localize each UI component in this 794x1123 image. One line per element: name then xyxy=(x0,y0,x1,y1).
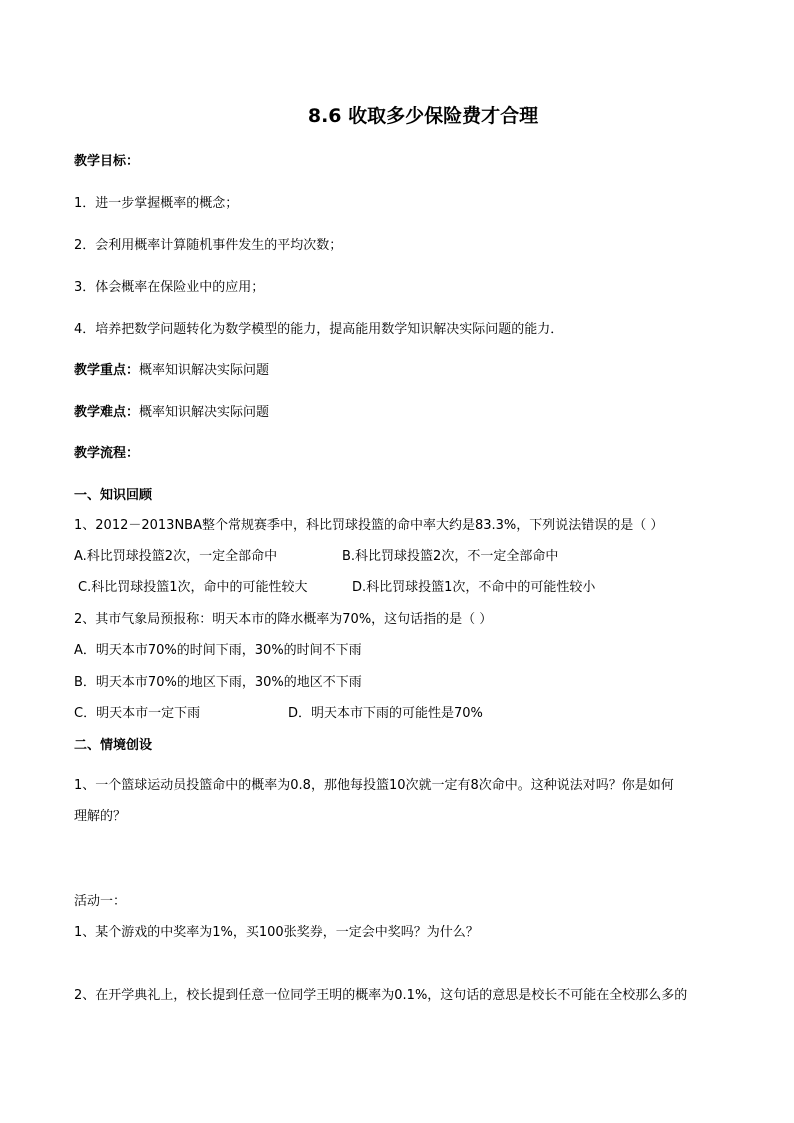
key-point xyxy=(74,363,269,379)
objectives-heading: 教学目标： xyxy=(74,154,140,169)
section2-q1-line1: 1、一个篮球运动员投篮命中的概率为0.8，那他每投篮10次就一定有8次命中。这种说法对吗？你是如何 xyxy=(74,778,674,793)
page-title: 8.6 收取多少保险费才合理 xyxy=(307,105,539,127)
flow-heading: 教学流程： xyxy=(74,446,140,461)
section1-q2-stem: 2、其市气象局预报称：明天本市的降水概率为70%，这句话指的是（ ） xyxy=(74,612,493,627)
objective-item-2: 2．会利用概率计算随机事件发生的平均次数； xyxy=(74,238,343,253)
section1-q2-option-b: B．明天本市70%的地区下雨，30%的地区不下雨 xyxy=(74,675,362,690)
objective-item-1: 1．进一步掌握概率的概念； xyxy=(74,196,239,211)
key-point-text: 概率知识解决实际问题 xyxy=(139,363,270,378)
activity-label: 活动一： xyxy=(74,894,127,909)
section1-q1-stem: 1、2012－2013NBA整个常规赛季中，科比罚球投篮的命中率大约是83.3%，下列说法错误的是（ ） xyxy=(74,518,664,533)
section1-q2-option-c: C．明天本市一定下雨 xyxy=(74,706,201,721)
section1-q2-option-d: D．明天本市下雨的可能性是70% xyxy=(288,706,483,721)
section1-q1-option-c: C.科比罚球投篮1次，命中的可能性较大 xyxy=(78,580,308,595)
section1-heading: 一、知识回顾 xyxy=(74,488,153,503)
difficult-point-label: 教学难点： xyxy=(74,405,140,420)
section1-q1-option-b: B.科比罚球投篮2次，不一定全部命中 xyxy=(342,549,559,564)
key-point-label: 教学重点： xyxy=(74,363,140,378)
section1-q1-option-a: A.科比罚球投篮2次，一定全部命中 xyxy=(74,549,278,564)
objective-item-4: 4．培养把数学问题转化为数学模型的能力，提高能用数学知识解决实际问题的能力． xyxy=(74,322,564,337)
objective-item-3: 3．体会概率在保险业中的应用； xyxy=(74,280,265,295)
section1-q2-option-a: A．明天本市70%的时间下雨，30%的时间不下雨 xyxy=(74,643,362,658)
section1-q1-option-d: D.科比罚球投篮1次，不命中的可能性较小 xyxy=(352,580,596,595)
section2-q1-line2: 理解的？ xyxy=(74,809,127,824)
activity-q2: 2、在开学典礼上，校长提到任意一位同学王明的概率为0.1%，这句话的意思是校长不可能在全校那么多的 xyxy=(74,988,688,1003)
difficult-point xyxy=(74,405,269,421)
section2-heading: 二、情境创设 xyxy=(74,738,153,753)
difficult-point-text: 概率知识解决实际问题 xyxy=(139,405,270,420)
activity-q1: 1、某个游戏的中奖率为1%，买100张奖券，一定会中奖吗？为什么？ xyxy=(74,925,479,940)
